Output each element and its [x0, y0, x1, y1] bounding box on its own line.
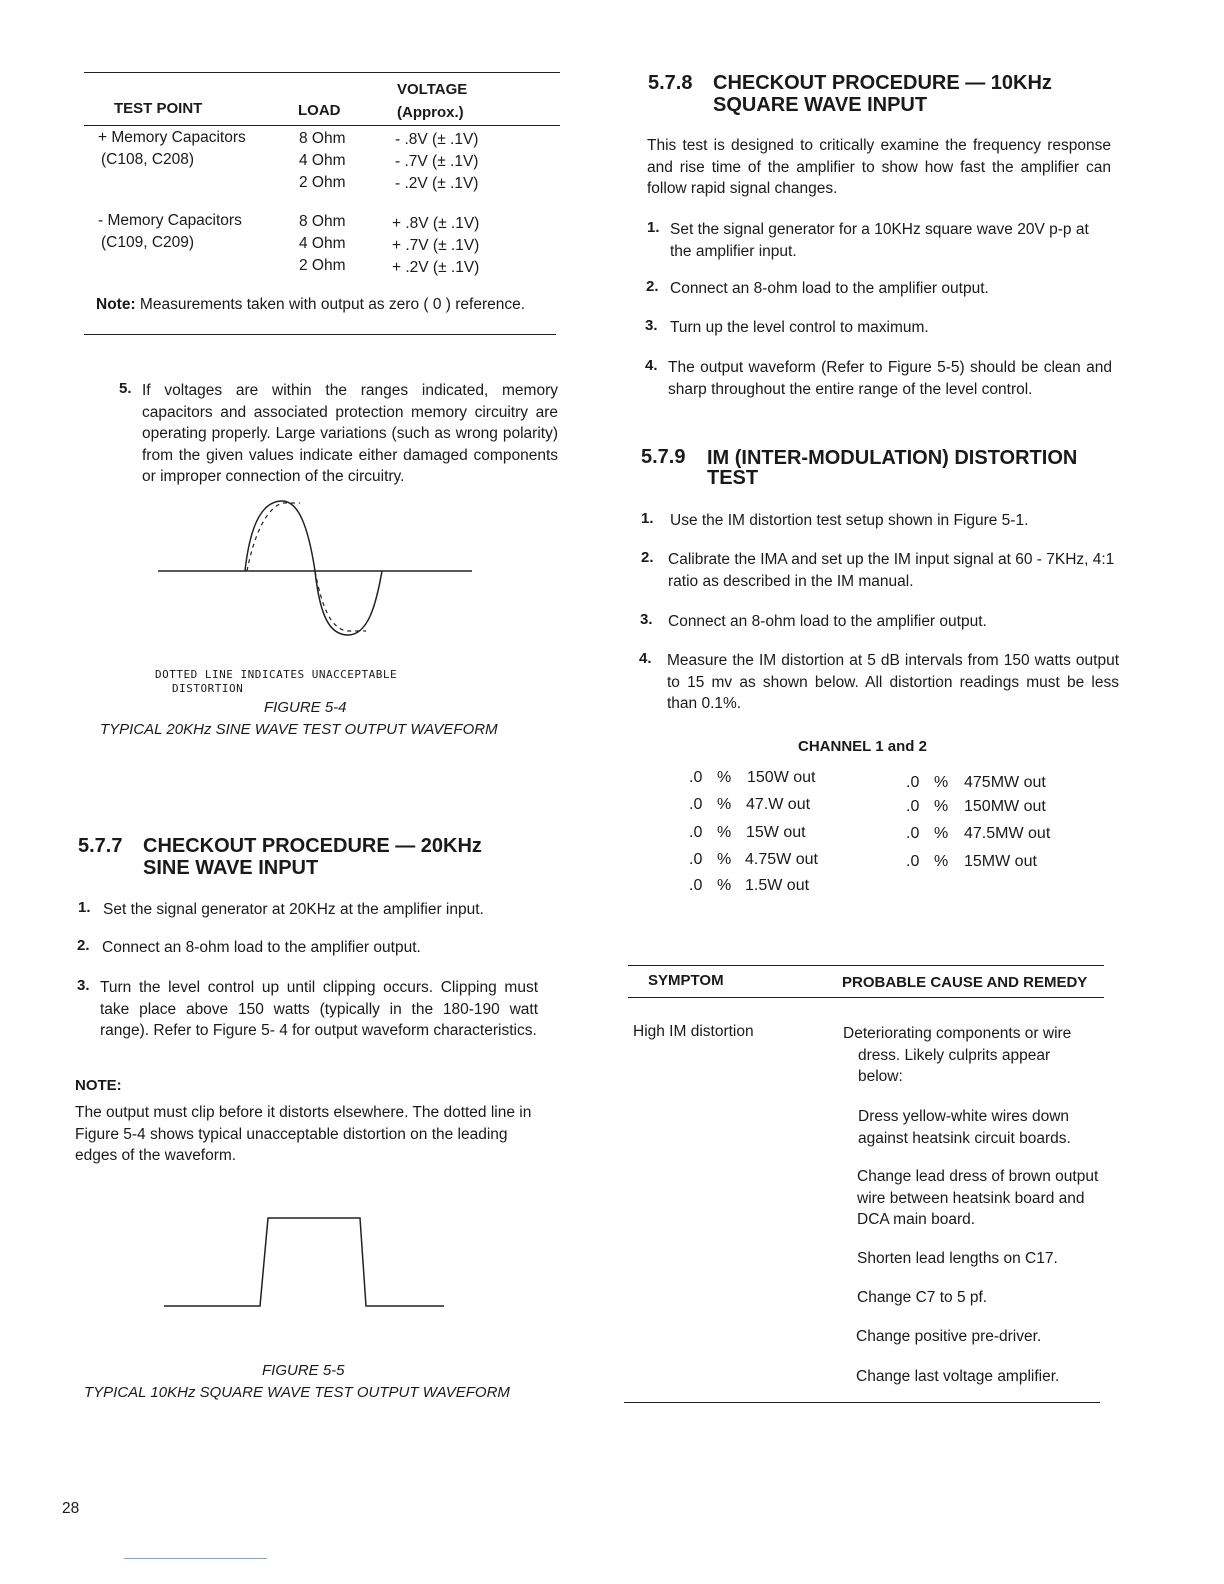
page-number: 28 — [62, 1500, 80, 1517]
reading-power: 1.5W out — [745, 877, 810, 894]
section-number: 5.7.7 — [78, 835, 123, 857]
step-text: Set the signal generator for a 10KHz square wave 20V p-p at the amplifier input. — [670, 221, 1089, 260]
section-title-line1: CHECKOUT PROCEDURE — 10KHz — [713, 72, 1052, 94]
step-number: 2. — [641, 549, 654, 566]
reading-value: .0 — [906, 798, 920, 815]
section-number: 5.7.8 — [648, 72, 693, 94]
table-top-rule — [84, 72, 560, 73]
load-value: 2 Ohm — [299, 174, 346, 191]
remedy-item: Change C7 to 5 pf. — [857, 1289, 988, 1306]
load-value: 4 Ohm — [299, 235, 346, 252]
reading-percent: % — [717, 769, 732, 786]
square-wave-figure — [160, 1210, 450, 1320]
step-number: 3. — [77, 977, 90, 994]
test-point-1-line1: + Memory Capacitors — [98, 129, 246, 146]
reading-power: 15W out — [746, 824, 806, 841]
section-title-line2: SQUARE WAVE INPUT — [713, 94, 928, 116]
test-point-2-line2: (C109, C209) — [101, 234, 195, 251]
reading-percent: % — [934, 825, 949, 842]
section-number: 5.7.9 — [641, 446, 686, 468]
voltage-value: + .8V (± .1V) — [392, 215, 480, 232]
note-text: Measurements taken with output as zero ( 0 ) reference. — [139, 296, 526, 313]
voltage-value: - .8V (± .1V) — [395, 131, 479, 148]
step-text: Turn up the level control to maximum. — [670, 319, 929, 336]
square-wave-trace — [164, 1218, 444, 1306]
step-text: Use the IM distortion test setup shown in Figure 5-1. — [670, 512, 1029, 529]
reading-percent: % — [717, 824, 732, 841]
table-bottom-rule — [84, 334, 556, 335]
step-number: 1. — [78, 899, 91, 916]
step-text: Set the signal generator at 20KHz at the amplifier input. — [103, 901, 484, 918]
reading-power: 47.5MW out — [964, 825, 1051, 842]
step-text: Calibrate the IMA and set up the IM input signal at 60 - 7KHz, 4:1 ratio as described in the IM manual. — [668, 551, 1115, 590]
reading-value: .0 — [906, 825, 920, 842]
positive-half-wave — [245, 501, 315, 571]
load-value: 4 Ohm — [299, 152, 346, 169]
step-text: Turn the level control up until clipping occurs. Clipping must take place above 150 watts (typically in the 180-190 watt range). Refer to Figure 5- 4 for output waveform characteristics. — [100, 979, 538, 1039]
symptom-table-top-rule — [628, 965, 1104, 966]
reading-value: .0 — [906, 774, 920, 791]
remedy-item: Shorten lead lengths on C17. — [857, 1250, 1058, 1267]
remedy-item: Dress yellow-white wires down against heatsink circuit boards. — [858, 1108, 1071, 1147]
reading-value: .0 — [689, 851, 703, 868]
step-text: Connect an 8-ohm load to the amplifier output. — [102, 939, 421, 956]
step-text: The output waveform (Refer to Figure 5-5) should be clean and sharp throughout the entire range of the level control. — [668, 359, 1112, 398]
cause-header: PROBABLE CAUSE AND REMEDY — [842, 974, 1088, 991]
voltage-value: - .2V (± .1V) — [395, 175, 479, 192]
test-point-2-line1: - Memory Capacitors — [98, 212, 242, 229]
test-point-1-line2: (C108, C208) — [101, 151, 195, 168]
section-title-line1: CHECKOUT PROCEDURE — 20KHz — [143, 835, 482, 857]
load-value: 8 Ohm — [299, 213, 346, 230]
section-title-line2: TEST — [707, 467, 759, 489]
figure-5-4-caption: TYPICAL 20KHz SINE WAVE TEST OUTPUT WAVEFORM — [100, 721, 498, 738]
figure-5-4-label: FIGURE 5-4 — [264, 699, 347, 716]
table-header-rule — [84, 125, 560, 126]
figure-5-5-label: FIGURE 5-5 — [262, 1362, 345, 1379]
step-number: 3. — [640, 611, 653, 628]
reading-percent: % — [934, 853, 949, 870]
step-number: 2. — [646, 278, 659, 295]
load-value: 2 Ohm — [299, 257, 346, 274]
step-number: 3. — [645, 317, 658, 334]
cause-intro: Deteriorating components or wire dress. Likely culprits appear below: — [843, 1025, 1072, 1085]
symptom-header: SYMPTOM — [648, 972, 724, 989]
step-text: Connect an 8-ohm load to the amplifier output. — [668, 613, 987, 630]
reading-value: .0 — [689, 796, 703, 813]
reading-value: .0 — [689, 877, 703, 894]
reading-value: .0 — [689, 769, 703, 786]
voltage-header-1: VOLTAGE — [397, 81, 468, 98]
symptom-table-bottom-rule — [624, 1402, 1100, 1403]
negative-half-wave — [315, 571, 382, 635]
section-title-line2: SINE WAVE INPUT — [143, 857, 319, 879]
reading-value: .0 — [689, 824, 703, 841]
channel-title: CHANNEL 1 and 2 — [798, 738, 927, 755]
figure-5-5-caption: TYPICAL 10KHz SQUARE WAVE TEST OUTPUT WAVEFORM — [84, 1384, 510, 1401]
reading-power: 475MW out — [964, 774, 1046, 791]
section-intro: This test is designed to critically examine the frequency response and rise time of the amplifier to show how fast the amplifier can follow rapid signal changes. — [647, 137, 1111, 197]
load-header: LOAD — [298, 102, 341, 119]
step-text: Measure the IM distortion at 5 dB intervals from 150 watts output to 15 mv as shown below. All distortion readings must be less than 0.1%. — [667, 652, 1119, 712]
reading-value: .0 — [906, 853, 920, 870]
step-number: 1. — [647, 219, 660, 236]
footer-line — [124, 1558, 267, 1559]
step-number: 4. — [645, 357, 658, 374]
step-number: 5. — [119, 380, 132, 397]
step5-text: If voltages are within the ranges indicated, memory capacitors and associated protection memory circuitry are operating properly. Large variations (such as wrong polarity) from the given values indicate either damaged components or improper connection of the circuitry. — [142, 382, 558, 485]
sine-wave-figure — [150, 495, 480, 645]
reading-power: 150MW out — [964, 798, 1046, 815]
step-number: 2. — [77, 937, 90, 954]
step-text: Connect an 8-ohm load to the amplifier output. — [670, 280, 989, 297]
symptom-text: High IM distortion — [633, 1023, 754, 1040]
symptom-header-rule — [628, 997, 1104, 998]
reading-percent: % — [717, 796, 732, 813]
reading-percent: % — [934, 774, 949, 791]
section-title-line1: IM (INTER-MODULATION) DISTORTION — [707, 447, 1078, 469]
reading-power: 47.W out — [746, 796, 811, 813]
test-point-header: TEST POINT — [114, 100, 203, 117]
note-text: The output must clip before it distorts elsewhere. The dotted line in Figure 5-4 shows typical unacceptable distortion on the leading edges of the waveform. — [75, 1104, 532, 1164]
reading-percent: % — [717, 877, 732, 894]
voltage-value: + .7V (± .1V) — [392, 237, 480, 254]
dotted-distortion-top — [247, 503, 300, 571]
reading-percent: % — [717, 851, 732, 868]
figure-note-line2: DISTORTION — [172, 682, 244, 695]
reading-power: 4.75W out — [745, 851, 818, 868]
remedy-item: Change positive pre-driver. — [856, 1328, 1042, 1345]
voltage-value: + .2V (± .1V) — [392, 259, 480, 276]
remedy-item: Change last voltage amplifier. — [856, 1368, 1060, 1385]
step-number: 1. — [641, 510, 654, 527]
voltage-value: - .7V (± .1V) — [395, 153, 479, 170]
voltage-header-2: (Approx.) — [397, 104, 464, 121]
reading-power: 150W out — [747, 769, 816, 786]
reading-power: 15MW out — [964, 853, 1037, 870]
load-value: 8 Ohm — [299, 130, 346, 147]
note-heading: NOTE: — [75, 1077, 122, 1094]
dotted-distortion-bottom — [315, 571, 366, 631]
note-label: Note: — [96, 296, 136, 313]
figure-note-line1: DOTTED LINE INDICATES UNACCEPTABLE — [155, 668, 398, 681]
remedy-item: Change lead dress of brown output wire between heatsink board and DCA main board. — [857, 1168, 1099, 1228]
reading-percent: % — [934, 798, 949, 815]
table-note — [96, 294, 525, 316]
step-number: 4. — [639, 650, 652, 667]
